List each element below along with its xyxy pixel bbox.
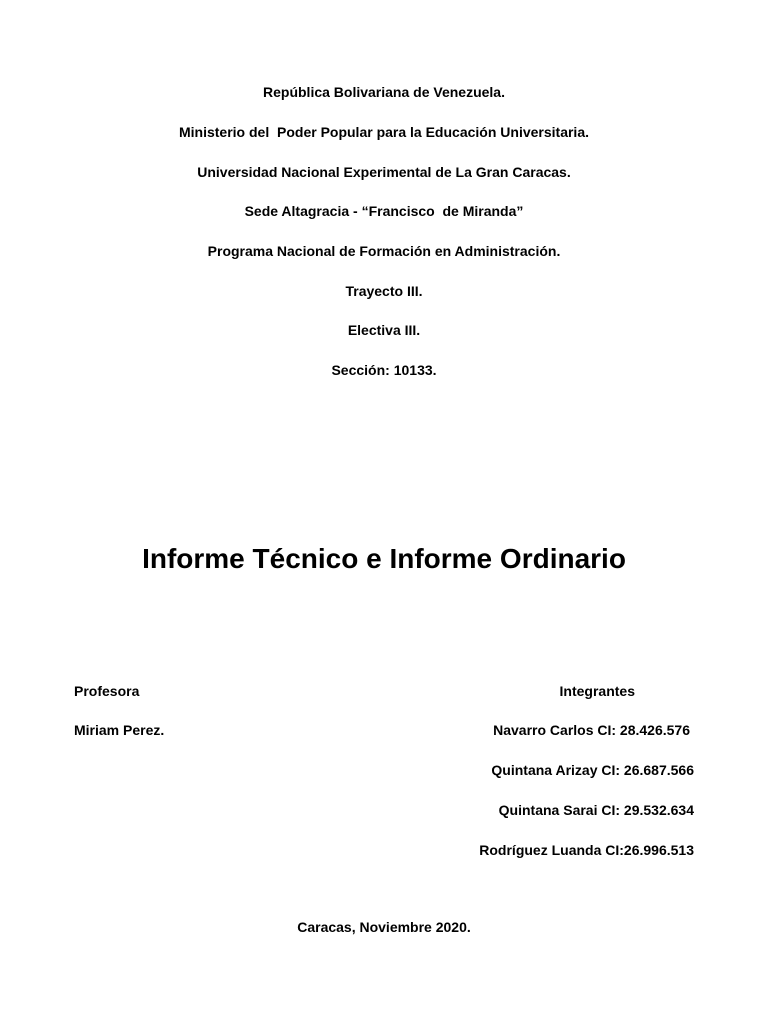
member-item: Navarro Carlos CI: 28.426.576	[493, 722, 690, 738]
header-republic: República Bolivariana de Venezuela.	[263, 84, 505, 100]
member-item: Quintana Sarai CI: 29.532.634	[498, 802, 694, 818]
header-ministry: Ministerio del Poder Popular para la Educación Universitaria.	[178, 124, 589, 140]
members-block	[394, 682, 694, 882]
document-title: Informe Técnico e Informe Ordinario	[142, 543, 626, 574]
header-electiva: Electiva III.	[347, 322, 421, 338]
header-campus: Sede Altagracia - “Francisco de Miranda”	[244, 203, 524, 219]
member-item: Rodríguez Luanda CI:26.996.513	[479, 842, 694, 858]
members-label: Integrantes	[559, 683, 635, 699]
header-program: Programa Nacional de Formación en Administración.	[207, 243, 561, 259]
header-university: Universidad Nacional Experimental de La Gran Caracas.	[197, 164, 571, 180]
header-trayecto: Trayecto III.	[345, 283, 423, 299]
header-section: Sección: 10133.	[331, 362, 437, 378]
place-date: Caracas, Noviembre 2020.	[297, 919, 471, 935]
professor-label: Profesora	[74, 683, 140, 699]
member-item: Quintana Arizay CI: 26.687.566	[491, 762, 694, 778]
professor-name: Miriam Perez.	[74, 722, 165, 738]
